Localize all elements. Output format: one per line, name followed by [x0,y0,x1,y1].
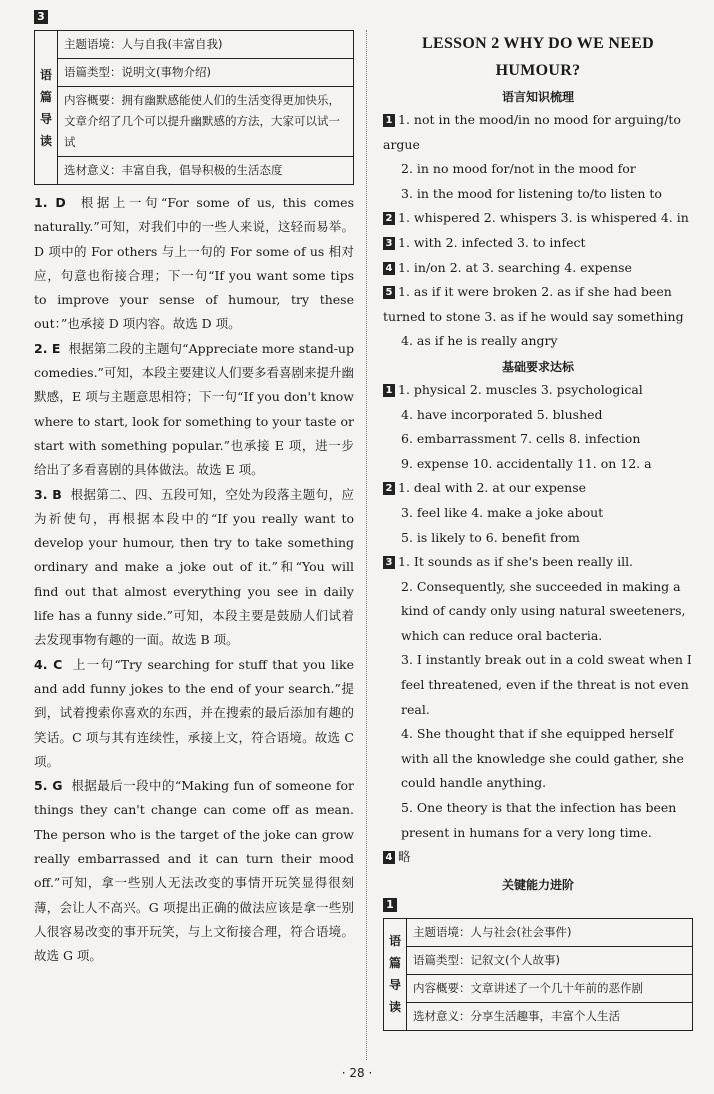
answer-line [383,378,693,403]
answer-text: 3. I instantly break out in a cold sweat when I feel threatened, even if the threat is not even real. [401,652,692,717]
section-badge: 1 [383,898,397,912]
answer-line [383,280,693,329]
guide-side-label [35,31,58,184]
answer-text: 2. Consequently, she succeeded in making a kind of candy only using natural sweeteners, which can reduce oral bacteria. [401,578,686,643]
answer-text: 5. is likely to 6. benefit from [401,529,580,545]
answer-line [383,452,693,477]
guide-side-char: 篇 [388,956,401,971]
guide-text-type: 语篇类型：说明文(事物介绍) [58,59,353,87]
answer-text: 3. feel like 4. make a joke about [401,504,604,520]
right-column [383,30,693,1031]
basic-requirements-list [383,378,693,870]
question-number-badge: 5 [383,286,395,299]
answer-line [383,157,693,182]
guide-theme: 主题语境：人与社会(社会事件) [407,919,692,947]
guide-side-char: 读 [39,133,52,148]
subsection-title: 关键能力进阶 [501,877,574,892]
answer-line [383,722,693,796]
answer-line [383,648,693,722]
answer-line [383,575,693,649]
answer-text: 4. as if he is really angry [401,333,558,349]
guide-side-char: 篇 [39,89,52,104]
guide-side-char: 导 [39,111,52,126]
answer-explanation: 根据最后一段中的“Making fun of someone for things they can't change can come off as mean. The person who is the target of the joke can grow really embarrassed and it can turn their mood off.”可知，拿一些别人无法改变的事情开玩笑显得很刻薄，会让人不高兴。G 项提出正确的做法应该是拿一些别人很容易改变的事开玩笑，与上文衔接合理，符合语境。故选 G 项。 [34,778,355,964]
answer-key: 4. C [34,656,63,672]
answer-text: 2. in no mood for/not in the mood for [401,161,636,177]
answer-line [383,845,693,870]
reading-guide-box [34,30,354,185]
answer-text: 1. not in the mood/in no mood for arguing/to argue [383,112,681,152]
answer-key: 1. D [34,195,66,210]
answer-line [383,329,693,354]
answer-line [383,526,693,551]
answer-explanation: 根据第二段的主题句“Appreciate more stand-up comedies.”可知，本段主要建议人们要多看喜剧来提升幽默感，E 项与主题意思相符；下一句“If you don't know where to start, look for something to your taste or start with something popular.”也承接 E 项，进一步给出了多看喜剧的具体做法。故选 E 项。 [34,340,354,478]
answer-explanation: 根据上一句“For some of us, this comes naturally.”可知，对我们中的一些人来说，这轻而易举。D 项中的 For others 与上一句的 For some of us 相对应，句意也衔接合理；下一句“If you want some tips to improve your sense of humour, try these out：”也承接 D 项内容。故选 D 项。 [34,195,354,332]
answer-text: 6. embarrassment 7. cells 8. infection [401,431,641,447]
guide-theme: 主题语境：人与自我(丰富自我) [58,31,353,59]
answer-text: 4. She thought that if she equipped herself with all the knowledge she could gather, she could handle anything. [401,726,684,791]
question-number-badge: 2 [383,212,395,225]
reading-guide-box [383,918,693,1031]
column-divider [366,30,367,1060]
question-number-badge: 3 [383,556,395,569]
page-number: · 28 · [341,1066,373,1080]
answer-line [383,796,693,845]
answer-line [383,231,693,256]
answer-key: 2. E [34,340,61,356]
answer-text: 1. with 2. infected 3. to infect [398,234,586,250]
guide-summary: 内容概要：拥有幽默感能使人们的生活变得更加快乐，文章介绍了几个可以提升幽默感的方法，大家可以试一试 [58,87,353,157]
question-number-badge: 1 [383,114,395,127]
answer-text: 1. It sounds as if she's been really ill. [398,554,634,570]
guide-text-type: 语篇类型：记叙文(个人故事) [407,947,692,975]
lesson-title: LESSON 2 WHY DO WE NEED HUMOUR? [422,35,654,79]
answer-item [34,653,354,774]
guide-summary: 内容概要：文章讲述了一个几十年前的恶作剧 [407,975,692,1003]
question-number-badge: 4 [383,262,395,275]
answer-line [383,476,693,501]
answer-text: 1. deal with 2. at our expense [398,480,587,496]
answer-text: 4. have incorporated 5. blushed [401,406,603,422]
answer-item [34,774,354,968]
answer-key: 3. B [34,486,62,502]
answer-text: 1. whispered 2. whispers 3. is whispered 4. in [398,210,689,226]
answer-key: 5. G [34,778,63,794]
guide-side-char: 语 [388,934,401,949]
answer-line [383,550,693,575]
answer-line [383,256,693,281]
guide-side-label [384,919,407,1030]
answer-explanation: 上一句“Try searching for stuff that you like and add funny jokes to the end of your search.”提到，试着搜索你喜欢的东西，并在搜索的最后添加有趣的笑话。C 项与其有连续性，承接上文，符合语境。故选 C 项。 [34,656,354,769]
left-column [34,8,354,969]
answer-item [34,337,354,483]
answer-line [383,182,693,207]
answer-text: 1. in/on 2. at 3. searching 4. expense [398,259,632,275]
answer-item [34,483,354,653]
answer-list [34,191,354,969]
question-number-badge: 4 [383,851,395,864]
answer-text: 5. One theory is that the infection has been present in humans for a very long time. [401,800,677,840]
guide-side-char: 导 [388,978,401,993]
section-badge: 3 [34,10,48,24]
answer-text: 1. physical 2. muscles 3. psychological [398,381,643,397]
subsection-title: 基础要求达标 [501,359,574,374]
answer-explanation: 根据第二、四、五段可知，空处为段落主题句，应为祈使句，再根据本段中的“If you really want to develop your humour, then try to take something ordinary and make a joke out of it.”和“You will find out that almost everything you see in daily life has a funny side.”可知，本段主要是鼓励人们试着去发现事物有趣的一面。故选 B 项。 [34,486,354,648]
answer-line [383,108,693,157]
subsection-title: 语言知识梳理 [501,90,574,104]
answer-line [383,206,693,231]
guide-significance: 选材意义：分享生活趣事，丰富个人生活 [413,1008,620,1023]
answer-line [383,403,693,428]
answer-text: 3. in the mood for listening to/to listen to [401,185,662,201]
question-number-badge: 2 [383,482,395,495]
answer-line [383,427,693,452]
answer-text: 略 [398,849,411,865]
answer-text: 9. expense 10. accidentally 11. on 12. a [401,455,652,471]
language-knowledge-list [383,108,693,354]
answer-text: 1. as if it were broken 2. as if she had been turned to stone 3. as if he would say something [383,284,684,324]
answer-item [34,191,354,337]
guide-significance: 选材意义：丰富自我，倡导积极的生活态度 [64,163,283,177]
question-number-badge: 3 [383,237,395,250]
answer-line [383,501,693,526]
guide-side-char: 读 [388,1000,401,1015]
question-number-badge: 1 [383,384,395,397]
guide-side-char: 语 [39,67,52,82]
